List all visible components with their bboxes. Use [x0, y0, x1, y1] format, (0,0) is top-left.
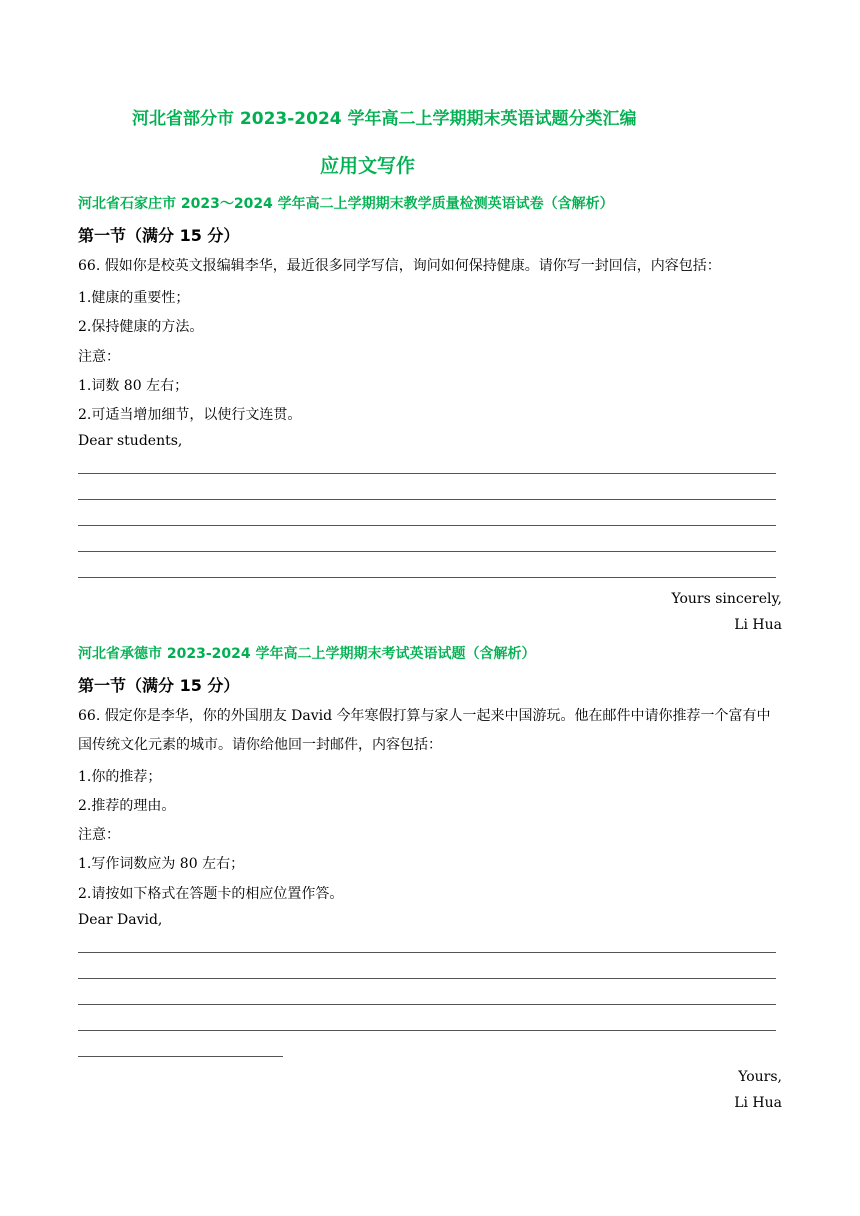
section-1-point-2: 2.保持健康的方法。 [78, 319, 204, 335]
section-2-greeting: Dear David, [78, 912, 163, 928]
section-1-answer-line [78, 551, 776, 552]
section-1-closing: Yours sincerely, [671, 591, 782, 607]
section-1-point-1: 1.健康的重要性； [78, 290, 190, 306]
section-2-prompt: 66. 假定你是李华，你的外国朋友 David 今年寒假打算与家人一起来中国游玩。他在邮件中请你推荐一个富有中国传统文化元素的城市。请你给他回一封邮件，内容包括： [78, 708, 771, 753]
section-2-note-label: 注意： [78, 827, 120, 843]
section-1-answer-line [78, 525, 776, 526]
section-1-prompt: 66. 假如你是校英文报编辑李华，最近很多同学写信，询问如何保持健康。请你写一封回信，内容包括： [78, 258, 721, 274]
section-1-note-label: 注意： [78, 349, 120, 365]
section-2-note-1: 1.写作词数应为 80 左右； [78, 856, 245, 872]
section-1-answer-line [78, 499, 776, 500]
section-1-greeting: Dear students, [78, 433, 183, 449]
section-2-answer-line-short [78, 1056, 283, 1057]
section-1-answer-line [78, 577, 776, 578]
section-2-closing: Yours, [738, 1069, 782, 1085]
section-2-point-2: 2.推荐的理由。 [78, 798, 176, 814]
section-2-answer-line [78, 952, 776, 953]
section-1-note-1: 1.词数 80 左右； [78, 378, 189, 394]
section-1-part-heading: 第一节（满分 15 分） [78, 226, 240, 245]
section-2-point-1: 1.你的推荐； [78, 769, 162, 785]
section-2-signature: Li Hua [734, 1095, 782, 1111]
section-2-answer-line [78, 978, 776, 979]
section-1-signature: Li Hua [734, 617, 782, 633]
section-2-answer-line [78, 1030, 776, 1031]
section-1-answer-line [78, 473, 776, 474]
section-2-source: 河北省承德市 2023-2024 学年高二上学期期末考试英语试题（含解析） [78, 646, 536, 662]
document-title: 河北省部分市 2023-2024 学年高二上学期期末英语试题分类汇编 [132, 109, 637, 129]
section-1-source: 河北省石家庄市 2023～2024 学年高二上学期期末教学质量检测英语试卷（含解析） [78, 196, 614, 212]
section-2-answer-line [78, 1004, 776, 1005]
document-subtitle: 应用文写作 [320, 155, 416, 177]
section-2-note-2: 2.请按如下格式在答题卡的相应位置作答。 [78, 886, 344, 902]
section-1-note-2: 2.可适当增加细节，以使行文连贯。 [78, 407, 302, 423]
section-2-part-heading: 第一节（满分 15 分） [78, 676, 240, 695]
